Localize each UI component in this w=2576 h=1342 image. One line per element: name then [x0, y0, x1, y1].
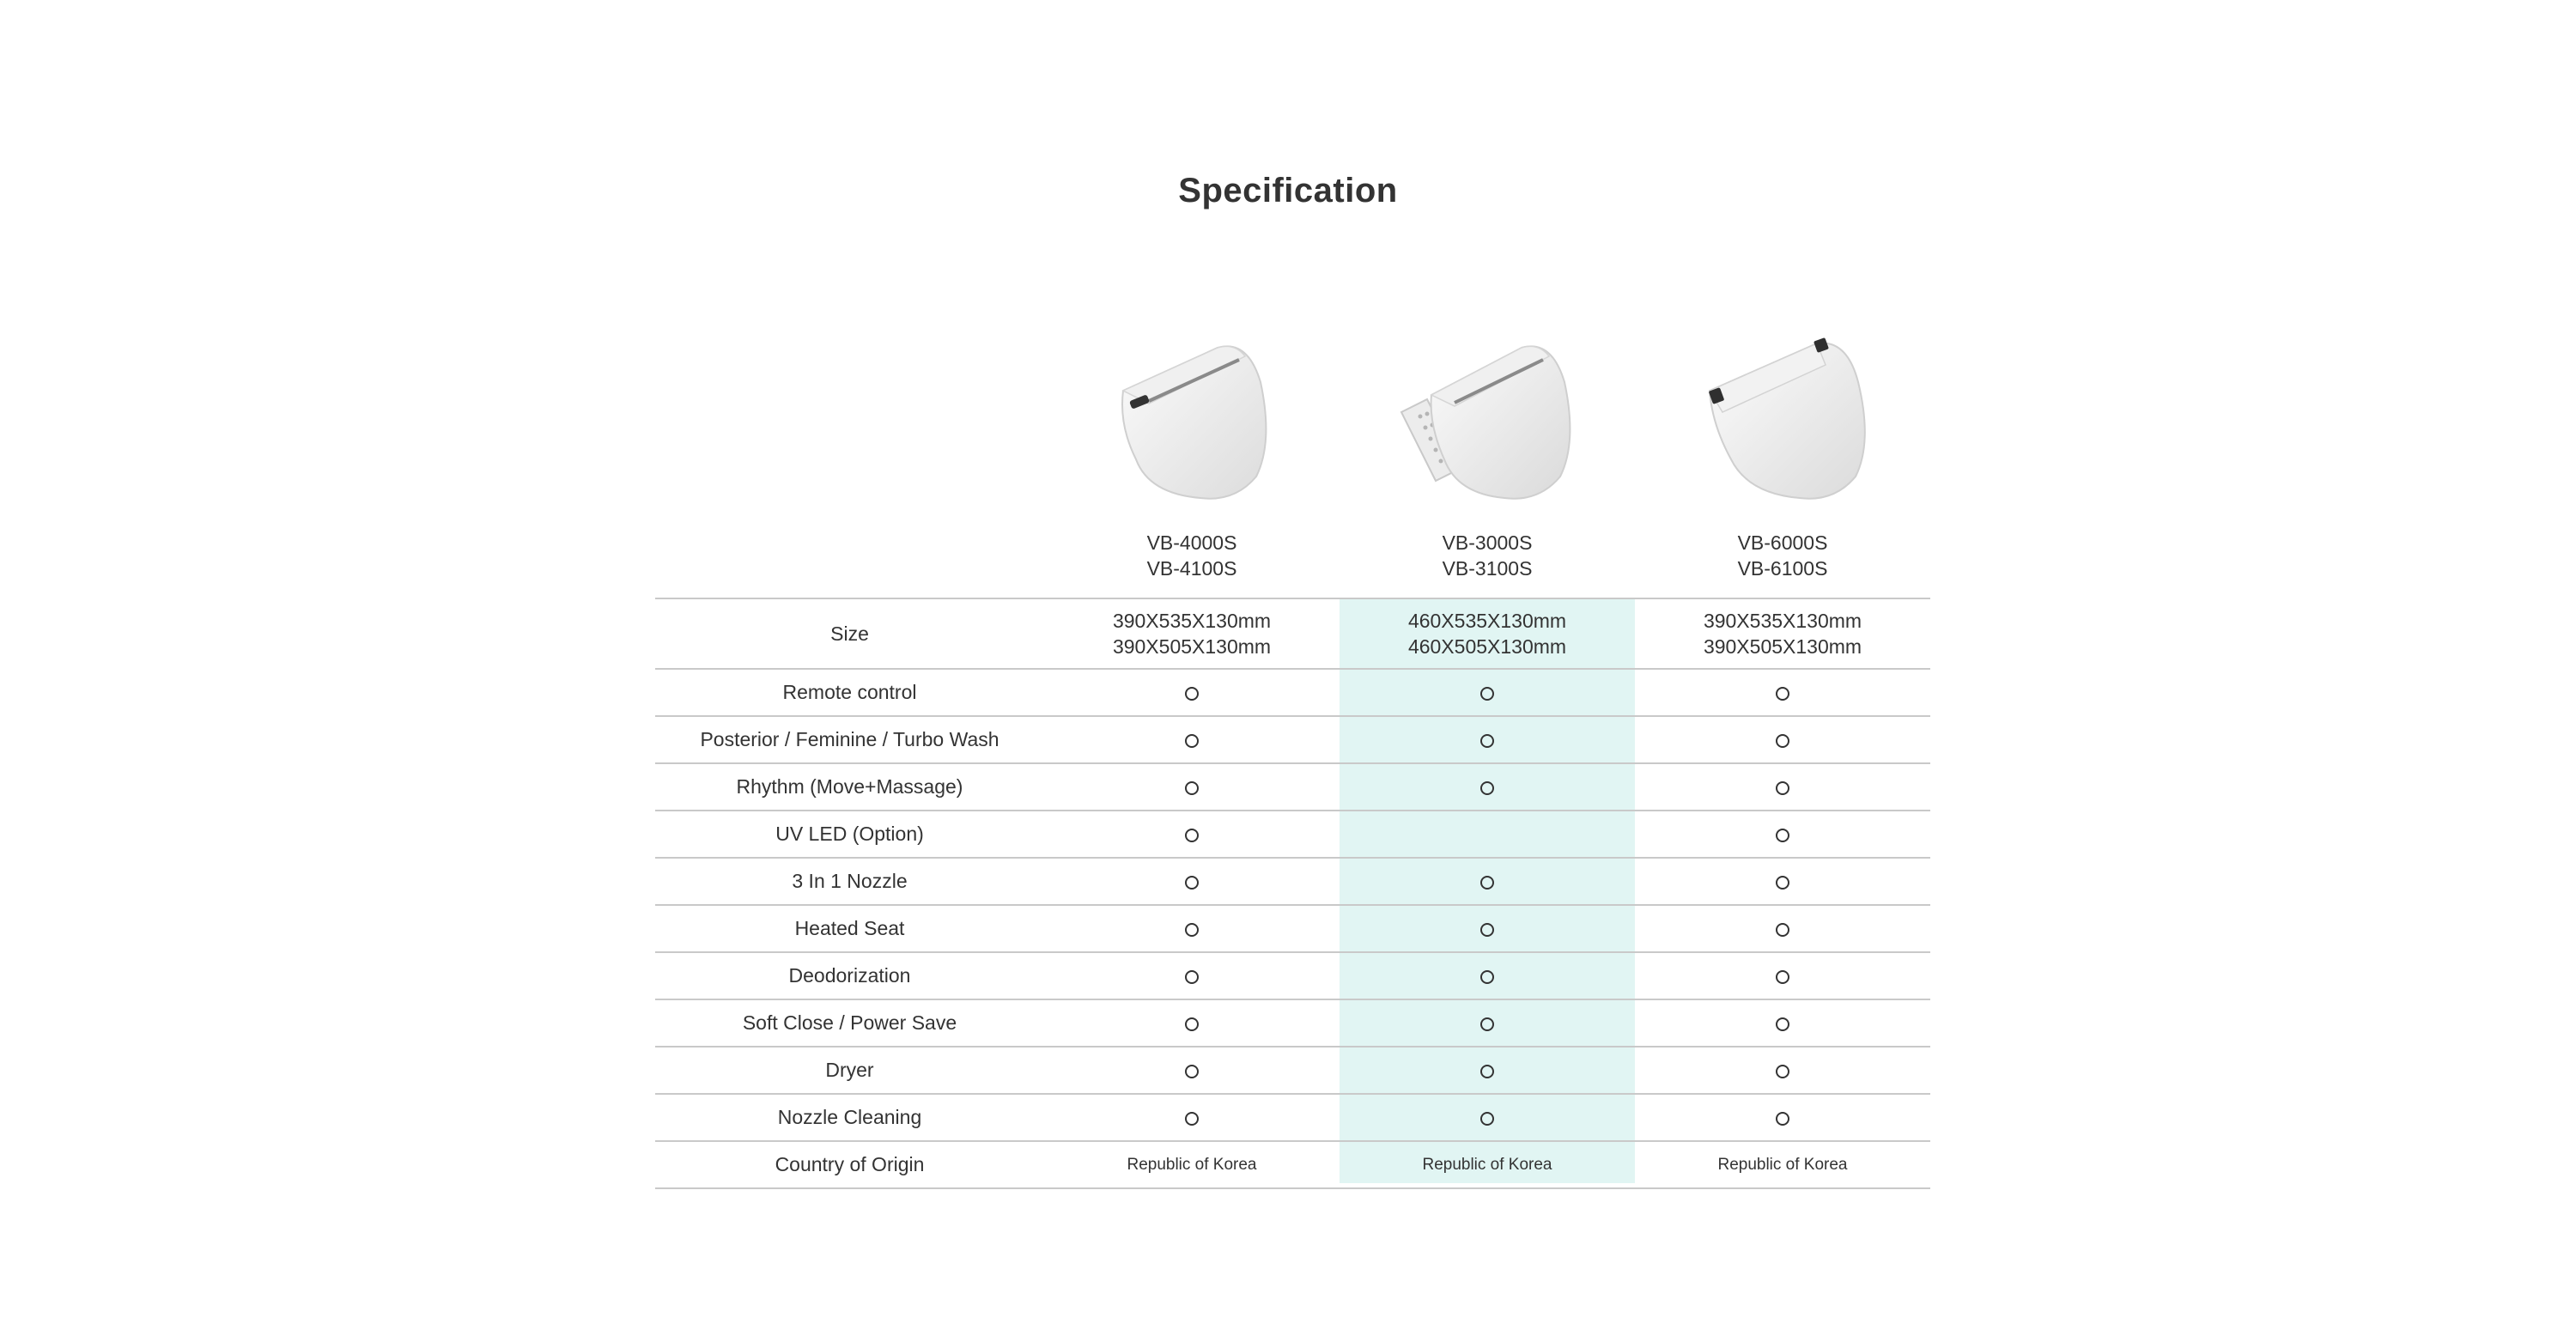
bidet-seat-slim-image — [1097, 331, 1286, 502]
available-circle-icon — [1185, 687, 1199, 701]
available-circle-icon — [1480, 970, 1494, 984]
table-row — [655, 1047, 1930, 1094]
feature-cell — [1340, 716, 1635, 763]
feature-cell — [1340, 811, 1635, 858]
feature-cell — [1635, 905, 1930, 952]
feature-cell — [1635, 811, 1930, 858]
feature-cell — [1635, 858, 1930, 905]
table-row — [655, 905, 1930, 952]
product-header — [1044, 331, 1930, 588]
table-row — [655, 763, 1930, 811]
table-row — [655, 999, 1930, 1047]
available-circle-icon — [1776, 687, 1789, 701]
feature-cell — [1635, 669, 1930, 716]
available-circle-icon — [1776, 1112, 1789, 1126]
available-circle-icon — [1185, 1065, 1199, 1078]
available-circle-icon — [1480, 1112, 1494, 1126]
available-circle-icon — [1776, 734, 1789, 748]
row-label: Size — [655, 598, 1044, 669]
table-row-origin — [655, 1141, 1930, 1188]
feature-cell — [1340, 905, 1635, 952]
row-label: 3 In 1 Nozzle — [655, 858, 1044, 905]
available-circle-icon — [1185, 781, 1199, 795]
feature-cell — [1044, 716, 1340, 763]
available-circle-icon — [1185, 970, 1199, 984]
available-circle-icon — [1776, 923, 1789, 937]
size-value-1 — [1044, 598, 1340, 669]
feature-cell — [1340, 1047, 1635, 1094]
product-model-secondary: VB-6100S — [1737, 557, 1828, 580]
row-label: Dryer — [655, 1047, 1044, 1094]
available-circle-icon — [1776, 781, 1789, 795]
feature-cell — [1340, 763, 1635, 811]
product-model-secondary: VB-4100S — [1146, 557, 1237, 580]
feature-cell — [1044, 999, 1340, 1047]
bidet-seat-premium-image — [1688, 331, 1877, 502]
feature-cell — [1340, 669, 1635, 716]
available-circle-icon — [1776, 1065, 1789, 1078]
feature-cell — [1635, 1047, 1930, 1094]
size-value-3 — [1635, 598, 1930, 669]
feature-cell — [1044, 763, 1340, 811]
feature-cell — [1340, 858, 1635, 905]
product-column-2 — [1340, 331, 1635, 588]
page-title: Specification — [1178, 172, 1398, 209]
available-circle-icon — [1480, 1017, 1494, 1031]
row-label: Heated Seat — [655, 905, 1044, 952]
size-value-line: 390X535X130mm — [1703, 610, 1862, 632]
available-circle-icon — [1480, 923, 1494, 937]
size-value-line: 460X535X130mm — [1407, 610, 1567, 632]
table-row-size — [655, 598, 1930, 669]
available-circle-icon — [1480, 1065, 1494, 1078]
available-circle-icon — [1776, 829, 1789, 842]
product-model-primary: VB-6000S — [1737, 531, 1828, 554]
table-row — [655, 858, 1930, 905]
available-circle-icon — [1776, 970, 1789, 984]
feature-cell — [1044, 952, 1340, 999]
row-label: Rhythm (Move+Massage) — [655, 763, 1044, 811]
table-row — [655, 811, 1930, 858]
available-circle-icon — [1185, 734, 1199, 748]
feature-cell — [1635, 1094, 1930, 1141]
row-label: Nozzle Cleaning — [655, 1094, 1044, 1141]
available-circle-icon — [1480, 781, 1494, 795]
feature-cell — [1044, 858, 1340, 905]
table-row — [655, 669, 1930, 716]
row-label: Remote control — [655, 669, 1044, 716]
available-circle-icon — [1185, 829, 1199, 842]
size-value-2 — [1340, 598, 1635, 669]
available-circle-icon — [1185, 923, 1199, 937]
origin-value: Republic of Korea — [1635, 1141, 1930, 1188]
available-circle-icon — [1185, 876, 1199, 890]
table-row — [655, 1094, 1930, 1141]
available-circle-icon — [1185, 1112, 1199, 1126]
feature-cell — [1635, 716, 1930, 763]
product-model-secondary: VB-3100S — [1442, 557, 1533, 580]
available-circle-icon — [1776, 876, 1789, 890]
available-circle-icon — [1480, 687, 1494, 701]
row-label: Posterior / Feminine / Turbo Wash — [655, 716, 1044, 763]
feature-cell — [1340, 1094, 1635, 1141]
feature-cell — [1635, 999, 1930, 1047]
size-value-line: 390X505X130mm — [1703, 635, 1862, 658]
product-model-primary: VB-4000S — [1146, 531, 1237, 554]
origin-value: Republic of Korea — [1340, 1141, 1635, 1188]
bidet-seat-with-side-panel-image — [1393, 331, 1582, 502]
row-label: Country of Origin — [655, 1141, 1044, 1188]
size-value-line: 390X535X130mm — [1112, 610, 1272, 632]
origin-value: Republic of Korea — [1044, 1141, 1340, 1188]
available-circle-icon — [1185, 1017, 1199, 1031]
feature-cell — [1044, 1094, 1340, 1141]
feature-cell — [1044, 669, 1340, 716]
available-circle-icon — [1776, 1017, 1789, 1031]
feature-cell — [1044, 1047, 1340, 1094]
feature-cell — [1340, 952, 1635, 999]
available-circle-icon — [1480, 734, 1494, 748]
product-column-3 — [1635, 331, 1930, 588]
table-row — [655, 716, 1930, 763]
size-value-line: 460X505X130mm — [1407, 635, 1567, 658]
feature-cell — [1635, 952, 1930, 999]
row-label: Soft Close / Power Save — [655, 999, 1044, 1047]
spec-table — [655, 598, 1930, 1189]
row-label: Deodorization — [655, 952, 1044, 999]
row-label: UV LED (Option) — [655, 811, 1044, 858]
product-column-1 — [1044, 331, 1340, 588]
table-row — [655, 952, 1930, 999]
available-circle-icon — [1480, 876, 1494, 890]
product-model-primary: VB-3000S — [1442, 531, 1533, 554]
feature-cell — [1044, 905, 1340, 952]
feature-cell — [1635, 763, 1930, 811]
size-value-line: 390X505X130mm — [1112, 635, 1272, 658]
feature-cell — [1340, 999, 1635, 1047]
feature-cell — [1044, 811, 1340, 858]
